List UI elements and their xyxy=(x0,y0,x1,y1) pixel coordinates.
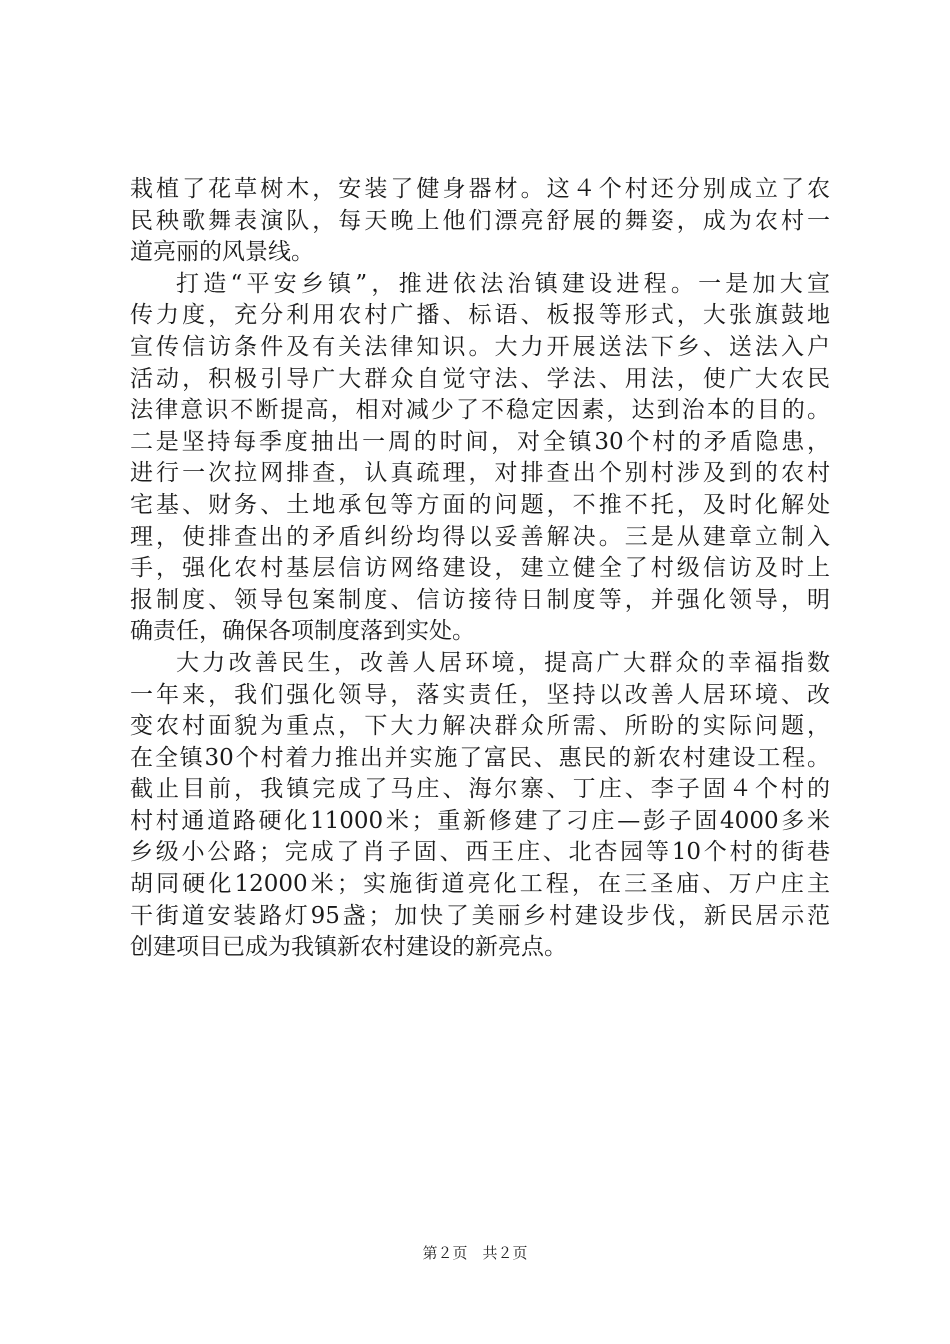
text-line: 道亮丽的风景线。 xyxy=(130,239,314,266)
text-line: 变农村面貌为重点，下大力解决群众所需、所盼的实际问题， xyxy=(130,713,830,740)
text-line: 手，强化农村基层信访网络建设，建立健全了村级信访及时上 xyxy=(130,555,830,582)
text-line: 活动，积极引导广大群众自觉守法、学法、用法，使广大农民 xyxy=(130,365,830,392)
text-line: 传力度，充分利用农村广播、标语、板报等形式，大张旗鼓地 xyxy=(130,302,830,329)
paragraph-livelihood xyxy=(130,648,830,964)
paragraph-safe-township xyxy=(130,269,830,648)
text-line: 打造“平安乡镇”，推进依法治镇建设进程。一是加大宣 xyxy=(176,270,830,297)
text-line: 乡级小公路；完成了肖子固、西王庄、北杏园等10个村的街巷 xyxy=(130,839,830,866)
text-line: 大力改善民生，改善人居环境，提高广大群众的幸福指数 xyxy=(176,649,830,676)
text-line: 村村通道路硬化11000米；重新修建了刁庄—彭子固4000多米 xyxy=(130,807,830,834)
document-body xyxy=(130,174,830,964)
text-line: 宣传信访条件及有关法律知识。大力开展送法下乡、送法入户 xyxy=(130,333,830,360)
paragraph-planting xyxy=(130,174,830,269)
text-line: 确责任，确保各项制度落到实处。 xyxy=(130,618,475,645)
text-line: 二是坚持每季度抽出一周的时间，对全镇30个村的矛盾隐患， xyxy=(130,428,830,455)
text-line: 进行一次拉网排查，认真疏理，对排查出个别村涉及到的农村 xyxy=(130,460,830,487)
text-line: 一年来，我们强化领导，落实责任，坚持以改善人居环境、改 xyxy=(130,681,830,708)
text-line: 民秧歌舞表演队，每天晚上他们漂亮舒展的舞姿，成为农村一 xyxy=(130,207,830,234)
text-line: 截止目前，我镇完成了马庄、海尔寨、丁庄、李子固４个村的 xyxy=(130,776,830,803)
text-line: 干街道安装路灯95盏；加快了美丽乡村建设步伐，新民居示范 xyxy=(130,902,830,929)
text-line: 报制度、领导包案制度、信访接待日制度等，并强化领导，明 xyxy=(130,586,830,613)
page-number-label: 第２页 共２页 xyxy=(422,1244,528,1262)
text-line: 胡同硬化12000米；实施街道亮化工程，在三圣庙、万户庄主 xyxy=(130,871,830,898)
text-line: 理，使排查出的矛盾纠纷均得以妥善解决。三是从建章立制入 xyxy=(130,523,830,550)
text-line: 在全镇30个村着力推出并实施了富民、惠民的新农村建设工程。 xyxy=(130,744,830,771)
text-line: 创建项目已成为我镇新农村建设的新亮点。 xyxy=(130,934,567,961)
text-line: 栽植了花草树木，安装了健身器材。这４个村还分别成立了农 xyxy=(130,176,830,202)
text-line: 宅基、财务、土地承包等方面的问题，不推不托，及时化解处 xyxy=(130,491,830,518)
text-line: 法律意识不断提高，相对减少了不稳定因素，达到治本的目的。 xyxy=(130,397,830,424)
page-footer xyxy=(0,1242,950,1263)
